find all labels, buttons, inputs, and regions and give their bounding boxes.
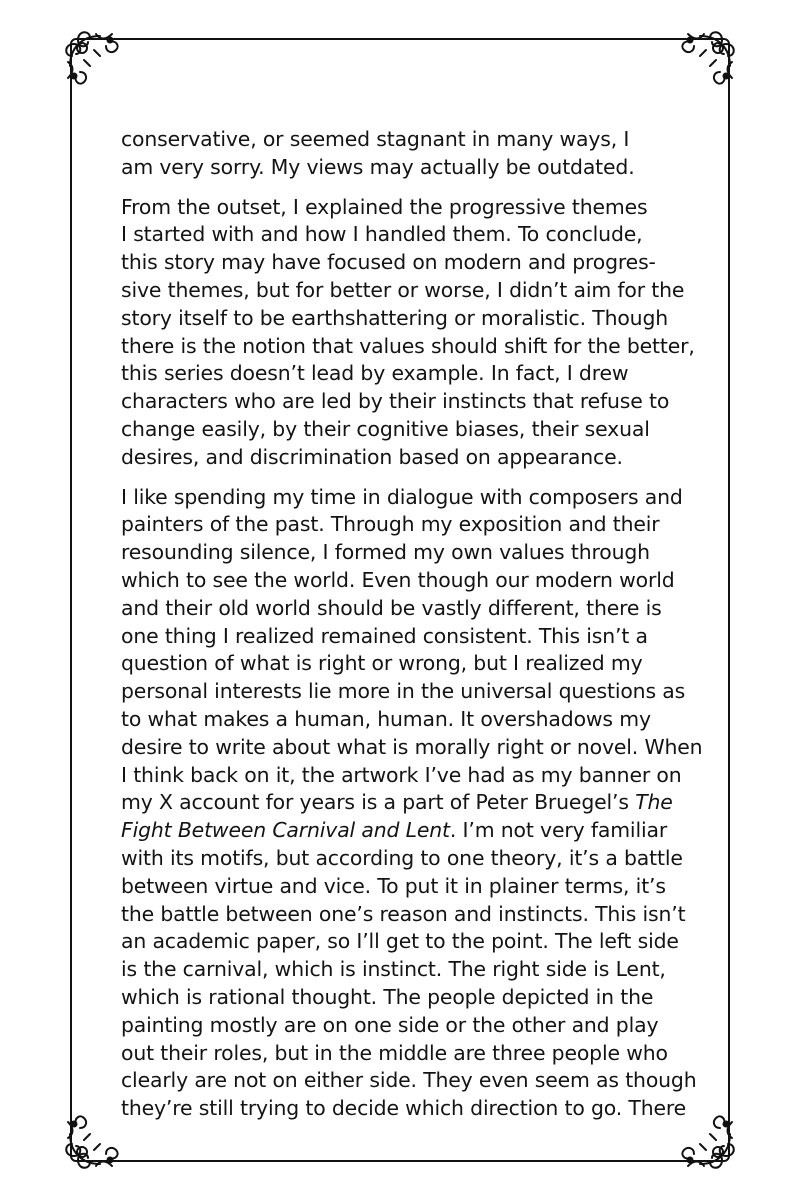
- paragraph-2: [121, 194, 695, 472]
- text-line: which to see the world. Even though our modern world: [121, 567, 675, 592]
- corner-flourish-icon: [60, 1104, 130, 1174]
- text-line: with its motifs, but according to one theory, it’s a battle: [121, 845, 683, 870]
- text-line: desires, and discrimination based on appearance.: [121, 444, 623, 469]
- text-line: this series doesn’t lead by example. In fact, I drew: [121, 361, 629, 386]
- text-line: which is rational thought. The people depicted in the: [121, 984, 654, 1009]
- text-line: I think back on it, the artwork I’ve had as my banner on: [121, 762, 682, 787]
- text-line: and their old world should be vastly different, there is: [121, 595, 662, 620]
- text-line-with-title: [121, 817, 691, 845]
- text-line: I started with and how I handled them. To conclude,: [121, 222, 643, 247]
- text-line: personal interests lie more in the universal questions as: [121, 679, 686, 704]
- text-line: desire to write about what is morally right or novel. When: [121, 734, 703, 759]
- text-line-with-title: [121, 789, 691, 817]
- text-line: characters who are led by their instincts that refuse to: [121, 389, 670, 414]
- text-line: resounding silence, I formed my own values through: [121, 540, 650, 565]
- page-text-body: [121, 126, 703, 1135]
- text-fragment: . I’m not very familiar: [449, 818, 668, 843]
- text-line: conservative, or seemed stagnant in many ways, I: [121, 127, 630, 151]
- text-line: I like spending my time in dialogue with composers and: [121, 484, 683, 509]
- text-line: the battle between one’s reason and instincts. This isn’t: [121, 901, 686, 926]
- text-fragment: my X account for years is a part of Peter Bruegel’s: [121, 790, 636, 815]
- text-line: question of what is right or wrong, but I realized my: [121, 651, 643, 676]
- paragraph-3: [121, 484, 703, 1123]
- text-line: this story may have focused on modern and progres-: [121, 250, 656, 275]
- text-line: one thing I realized remained consistent. This isn’t a: [121, 623, 648, 648]
- text-line: story itself to be earthshattering or moralistic. Though: [121, 305, 669, 330]
- corner-flourish-icon: [670, 26, 740, 96]
- text-line: there is the notion that values should shift for the better,: [121, 333, 695, 358]
- text-line: between virtue and vice. To put it in plainer terms, it’s: [121, 873, 666, 898]
- text-line: to what makes a human, human. It overshadows my: [121, 706, 651, 731]
- text-line: painting mostly are on one side or the other and play: [121, 1012, 659, 1037]
- text-line: From the outset, I explained the progressive themes: [121, 194, 648, 219]
- paragraph-1: [121, 126, 691, 182]
- text-line: clearly are not on either side. They even seem as though: [121, 1068, 697, 1093]
- artwork-title-part: The: [635, 790, 673, 815]
- corner-flourish-icon: [60, 26, 130, 96]
- artwork-title-part: Fight Between Carnival and Lent: [121, 818, 450, 843]
- text-line: am very sorry. My views may actually be outdated.: [121, 154, 635, 179]
- text-line: is the carnival, which is instinct. The right side is Lent,: [121, 957, 666, 982]
- text-line: an academic paper, so I’ll get to the point. The left side: [121, 929, 679, 954]
- text-line: sive themes, but for better or worse, I didn’t aim for the: [121, 277, 685, 302]
- text-line: they’re still trying to decide which direction to go. There: [121, 1096, 687, 1121]
- text-line: painters of the past. Through my exposition and their: [121, 512, 660, 537]
- text-line: change easily, by their cognitive biases, their sexual: [121, 416, 650, 441]
- text-line: out their roles, but in the middle are three people who: [121, 1040, 668, 1065]
